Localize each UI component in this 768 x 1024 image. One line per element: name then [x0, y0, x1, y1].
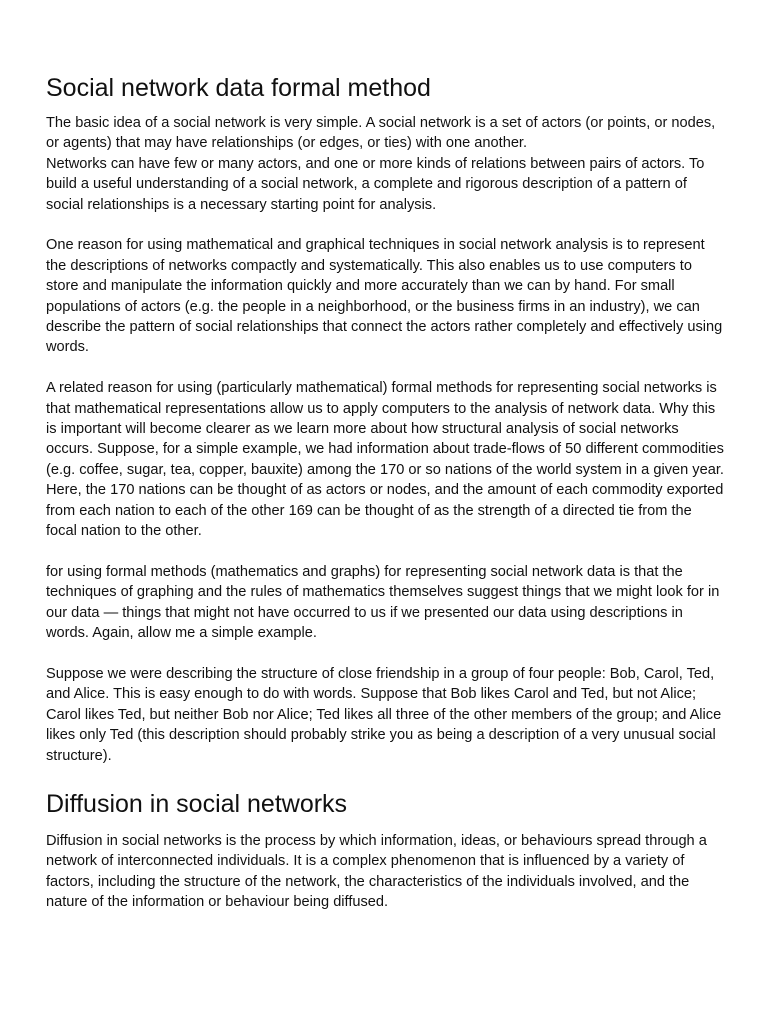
section-heading-diffusion: Diffusion in social networks [46, 789, 348, 818]
section-heading-social-network-data: Social network data formal method [46, 74, 431, 102]
paragraph-diffusion: Diffusion in social networks is the process by which information, ideas, or behaviours spread through a network of interconnected individuals. It is a complex phenomenon that is influenced by a variety of factors, including the structure of the network, the characteristics of the individuals involved, and the nature of the information or behaviour being diffused. [46, 832, 707, 911]
paragraph-formal-methods: for using formal methods (mathematics and graphs) for representing social network data is that the techniques of graphing and the rules of mathematics themselves suggest things that we might look for in our data — things that might not have occurred to us if we presented our data using descriptions in words. Again, allow me a simple example. [46, 563, 720, 642]
paragraph-related-reason: A related reason for using (particularly mathematical) formal methods for representing social networks is that mathematical representations allow us to apply computers to the analysis of network data. Why this is important will become clearer as we learn more about how structural analysis of social networks occurs. Suppose, for a simple example, we had information about trade-flows of 50 different commodities (e.g. coffee, sugar, tea, copper, bauxite) among the 170 or so nations of the world system in a given year. Here, the 170 nations can be thought of as actors or nodes, and the amount of each commodity exported from each nation to each of the other 169 can be thought of as the strength of a directed tie from the focal nation to the other. [46, 380, 724, 540]
document-page [46, 72, 726, 913]
paragraph-basic-idea: The basic idea of a social network is very simple. A social network is a set of actors (or points, or nodes, or agents) that may have relationships (or edges, or ties) with one another. Networks can have few or many actors, and one or more kinds of relations between pairs of actors. To build a useful understanding of a social network, a complete and rigorous description of a pattern of social relationships is a necessary starting point for analysis. [46, 115, 716, 213]
paragraph-mathematical-techniques: One reason for using mathematical and graphical techniques in social network analysis is to represent the descriptions of networks compactly and systematically. This also enables us to use computers to store and manipulate the information quickly and more accurately than we can by hand. For small populations of actors (e.g. the people in a neighborhood, or the business firms in an industry), we can describe the pattern of social relationships that connect the actors rather completely and effectively using words. [46, 237, 723, 356]
paragraph-friendship-example: Suppose we were describing the structure of close friendship in a group of four people: Bob, Carol, Ted, and Alice. This is easy enough to do with words. Suppose that Bob likes Carol and Ted, but not Alice; Carol likes Ted, but neither Bob nor Alice; Ted likes all three of the other members of the group; and Alice likes only Ted (this description should probably strike you as being a description of a very unusual social structure). [46, 665, 722, 764]
